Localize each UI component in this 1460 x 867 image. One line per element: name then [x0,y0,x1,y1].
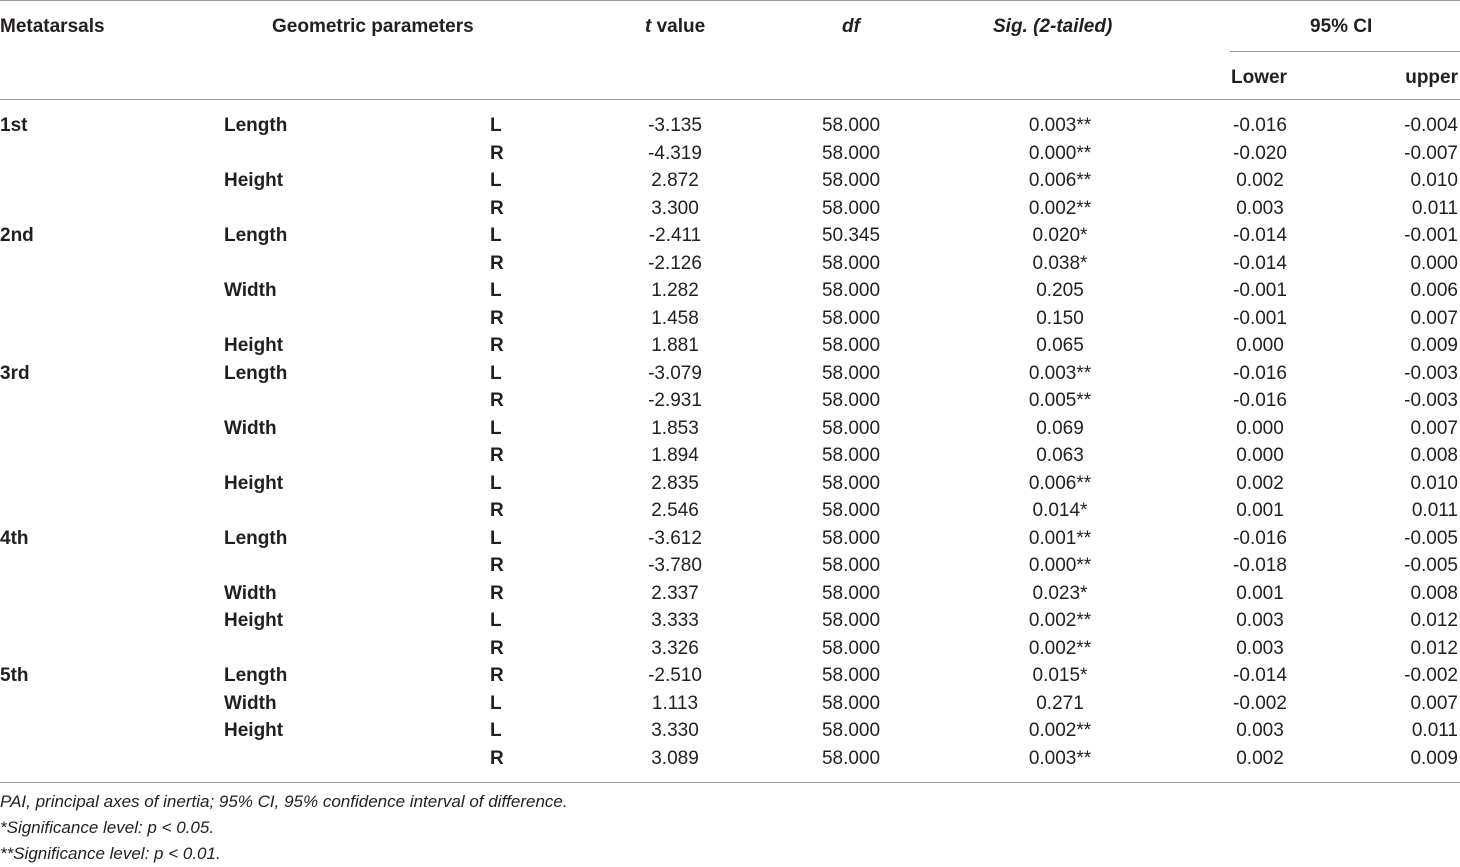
cell-sig: 0.205 [1036,280,1084,301]
table-row [0,305,1460,333]
table-row [0,442,1460,470]
cell-sig: 0.000** [1028,555,1092,576]
table-row [0,277,1460,305]
cell-t-value: 3.089 [651,747,699,769]
header-geometric-parameters: Geometric parameters [272,16,474,37]
cell-ci-upper: -0.003 [1404,390,1458,411]
table-row [0,387,1460,415]
footnote-significance-005: *Significance level: p < 0.05. [0,818,215,837]
cell-t-value: 2.337 [651,582,699,604]
cell-side: R [490,445,504,466]
cell-t-value: -3.079 [648,362,702,384]
cell-df: 58.000 [821,472,881,494]
cell-ci-upper: 0.007 [1410,417,1458,439]
cell-t-value: 1.282 [651,280,699,301]
cell-side: R [490,252,504,274]
cell-ci-upper: -0.004 [1404,115,1458,136]
cell-t-value: 3.333 [651,610,699,631]
cell-ci-upper: 0.007 [1410,307,1458,329]
cell-ci-lower: -0.016 [1233,527,1287,549]
cell-parameter: Width [224,582,277,604]
cell-t-value: 1.881 [651,335,699,356]
cell-ci-lower: -0.001 [1233,280,1287,301]
cell-t-value: -4.319 [648,142,702,164]
cell-t-value: 1.853 [651,417,699,439]
cell-ci-upper: 0.008 [1410,582,1458,604]
cell-df: 58.000 [821,445,881,466]
cell-side: L [490,362,502,384]
cell-ci-lower: 0.001 [1236,500,1284,521]
header-t-value [645,16,705,38]
cell-metatarsal: 3rd [0,362,30,384]
cell-metatarsal: 1st [0,115,28,136]
cell-side: L [490,115,502,136]
table-row [0,360,1460,388]
header-95-ci: 95% CI [1310,16,1373,37]
cell-parameter: Height [224,170,284,191]
cell-parameter: Height [224,335,284,356]
table-row [0,167,1460,195]
cell-side: R [490,555,504,576]
cell-ci-upper: 0.000 [1410,252,1458,274]
cell-side: R [490,390,504,411]
cell-side: L [490,225,502,246]
cell-sig: 0.002** [1028,610,1092,631]
cell-ci-upper: 0.009 [1410,747,1458,769]
table-body [0,100,1460,783]
cell-df: 58.000 [821,335,881,356]
header-metatarsals: Metatarsals [0,16,105,37]
cell-parameter: Length [224,527,288,549]
cell-sig: 0.002** [1028,637,1092,659]
ci-header-rule [1230,51,1460,52]
cell-side: L [490,692,502,714]
cell-t-value: -2.411 [648,225,702,246]
cell-df: 58.000 [821,582,881,604]
cell-metatarsal: 2nd [0,225,34,246]
cell-ci-lower: 0.003 [1236,720,1284,741]
cell-ci-lower: -0.016 [1233,362,1287,384]
cell-ci-lower: 0.003 [1236,197,1284,219]
cell-ci-lower: -0.020 [1233,142,1287,164]
cell-df: 50.345 [821,225,881,246]
cell-sig: 0.015* [1032,665,1088,686]
cell-df: 58.000 [821,720,881,741]
cell-ci-lower: -0.014 [1233,225,1287,246]
cell-ci-lower: -0.014 [1233,252,1287,274]
cell-t-value: 1.458 [651,307,699,329]
cell-df: 58.000 [821,500,881,521]
cell-sig: 0.006** [1028,472,1092,494]
cell-ci-lower: 0.001 [1236,582,1284,604]
cell-t-value: 3.300 [651,197,699,219]
cell-side: R [490,197,504,219]
cell-side: R [490,582,504,604]
cell-ci-upper: 0.010 [1410,472,1458,494]
cell-sig: 0.005** [1028,390,1092,411]
cell-ci-upper: -0.007 [1404,142,1458,164]
cell-df: 58.000 [821,692,881,714]
cell-df: 58.000 [821,610,881,631]
cell-sig: 0.271 [1036,692,1084,714]
cell-t-value: -2.510 [648,665,702,686]
table-row [0,222,1460,250]
cell-side: L [490,472,502,494]
cell-side: L [490,280,502,301]
cell-t-value: -3.135 [648,115,702,136]
cell-df: 58.000 [821,115,881,136]
cell-df: 58.000 [821,142,881,164]
cell-sig: 0.023* [1032,582,1088,604]
cell-sig: 0.063 [1036,445,1084,466]
cell-ci-lower: 0.000 [1236,335,1284,356]
cell-t-value: 2.872 [651,170,699,191]
cell-ci-lower: -0.018 [1233,555,1287,576]
cell-df: 58.000 [821,527,881,549]
footnote-abbreviations: PAI, principal axes of inertia; 95% CI, 95% confidence interval of difference. [0,792,568,811]
cell-ci-upper: -0.003 [1404,362,1458,384]
cell-side: R [490,500,504,521]
cell-t-value: -2.931 [648,390,702,411]
cell-ci-upper: -0.001 [1404,225,1458,246]
footnote-significance-001: **Significance level: p < 0.01. [0,844,221,863]
cell-sig: 0.038* [1032,252,1088,274]
cell-sig: 0.003** [1028,362,1092,384]
table-row [0,607,1460,635]
cell-df: 58.000 [821,307,881,329]
header-df: df [842,16,860,37]
cell-side: L [490,610,502,631]
cell-ci-upper: 0.007 [1410,692,1458,714]
cell-ci-lower: 0.000 [1236,417,1284,439]
cell-sig: 0.001** [1028,527,1092,549]
cell-parameter: Height [224,720,284,741]
cell-parameter: Length [224,115,288,136]
table-row [0,525,1460,553]
cell-t-value: 2.835 [651,472,699,494]
cell-side: R [490,335,504,356]
table-row [0,662,1460,690]
cell-df: 58.000 [821,390,881,411]
cell-sig: 0.003** [1028,115,1092,136]
cell-parameter: Width [224,280,277,301]
cell-t-value: 3.330 [651,720,699,741]
cell-ci-lower: -0.014 [1233,665,1287,686]
cell-t-value: 2.546 [651,500,699,521]
cell-ci-upper: -0.005 [1404,527,1458,549]
cell-ci-lower: 0.000 [1236,445,1284,466]
cell-df: 58.000 [821,555,881,576]
cell-parameter: Height [224,472,284,494]
cell-ci-lower: -0.016 [1233,390,1287,411]
cell-side: R [490,665,504,686]
cell-df: 58.000 [821,252,881,274]
table-row [0,717,1460,745]
header-lower: Lower [1231,67,1287,88]
cell-parameter: Length [224,225,288,246]
table-row [0,470,1460,498]
cell-ci-upper: 0.011 [1411,500,1458,521]
table-footnotes [0,789,568,867]
table-header [0,0,1460,100]
header-t-italic: t [645,16,652,37]
cell-ci-lower: 0.002 [1236,170,1284,191]
table-row [0,332,1460,360]
cell-ci-upper: 0.010 [1410,170,1458,191]
cell-side: R [490,307,504,329]
cell-sig: 0.003** [1028,747,1092,769]
table-row [0,140,1460,168]
table-row [0,745,1460,773]
cell-ci-upper: 0.012 [1410,610,1458,631]
cell-ci-upper: 0.008 [1410,445,1458,466]
table-row [0,635,1460,663]
cell-ci-lower: 0.003 [1236,637,1284,659]
cell-side: R [490,637,504,659]
cell-parameter: Length [224,362,288,384]
cell-parameter: Height [224,610,284,631]
cell-ci-lower: -0.001 [1233,307,1287,329]
table-row [0,195,1460,223]
cell-metatarsal: 4th [0,527,29,549]
cell-sig: 0.002** [1028,197,1092,219]
cell-df: 58.000 [821,280,881,301]
cell-ci-upper: 0.011 [1411,197,1458,219]
cell-ci-upper: 0.012 [1410,637,1458,659]
cell-df: 58.000 [821,417,881,439]
header-sig: Sig. (2-tailed) [993,16,1113,37]
cell-sig: 0.014* [1032,500,1088,521]
cell-t-value: -3.780 [648,555,702,576]
cell-sig: 0.069 [1036,417,1084,439]
cell-df: 58.000 [821,197,881,219]
cell-ci-lower: 0.002 [1236,747,1284,769]
cell-ci-upper: 0.006 [1410,280,1458,301]
table-row [0,497,1460,525]
cell-t-value: -3.612 [648,527,702,549]
cell-ci-lower: -0.016 [1233,115,1287,136]
cell-sig: 0.006** [1028,170,1092,191]
cell-side: L [490,417,502,439]
cell-df: 58.000 [821,665,881,686]
cell-ci-lower: -0.002 [1233,692,1287,714]
table-row [0,690,1460,718]
cell-parameter: Length [224,665,288,686]
table-row [0,415,1460,443]
cell-df: 58.000 [821,170,881,191]
cell-ci-upper: 0.009 [1410,335,1458,356]
cell-t-value: 1.894 [651,445,699,466]
table-row [0,552,1460,580]
cell-t-value: -2.126 [648,252,702,274]
cell-df: 58.000 [821,362,881,384]
cell-side: R [490,142,504,164]
cell-sig: 0.000** [1028,142,1092,164]
cell-t-value: 1.113 [651,692,699,714]
cell-side: L [490,720,502,741]
cell-ci-upper: -0.005 [1404,555,1458,576]
cell-sig: 0.020* [1032,225,1088,246]
cell-side: L [490,170,502,191]
cell-metatarsal: 5th [0,665,29,686]
cell-sig: 0.150 [1036,307,1084,329]
header-upper: upper [1405,67,1458,88]
cell-ci-upper: 0.011 [1411,720,1458,741]
cell-parameter: Width [224,692,277,714]
cell-parameter: Width [224,417,277,439]
cell-sig: 0.002** [1028,720,1092,741]
cell-side: L [490,527,502,549]
table-row [0,250,1460,278]
cell-ci-lower: 0.003 [1236,610,1284,631]
cell-df: 58.000 [821,747,881,769]
table-row [0,112,1460,140]
table-row [0,580,1460,608]
cell-df: 58.000 [821,637,881,659]
header-t-rest: value [651,16,706,37]
cell-sig: 0.065 [1036,335,1084,356]
cell-ci-upper: -0.002 [1404,665,1458,686]
cell-t-value: 3.326 [651,637,699,659]
cell-side: R [490,747,504,769]
cell-ci-lower: 0.002 [1236,472,1284,494]
